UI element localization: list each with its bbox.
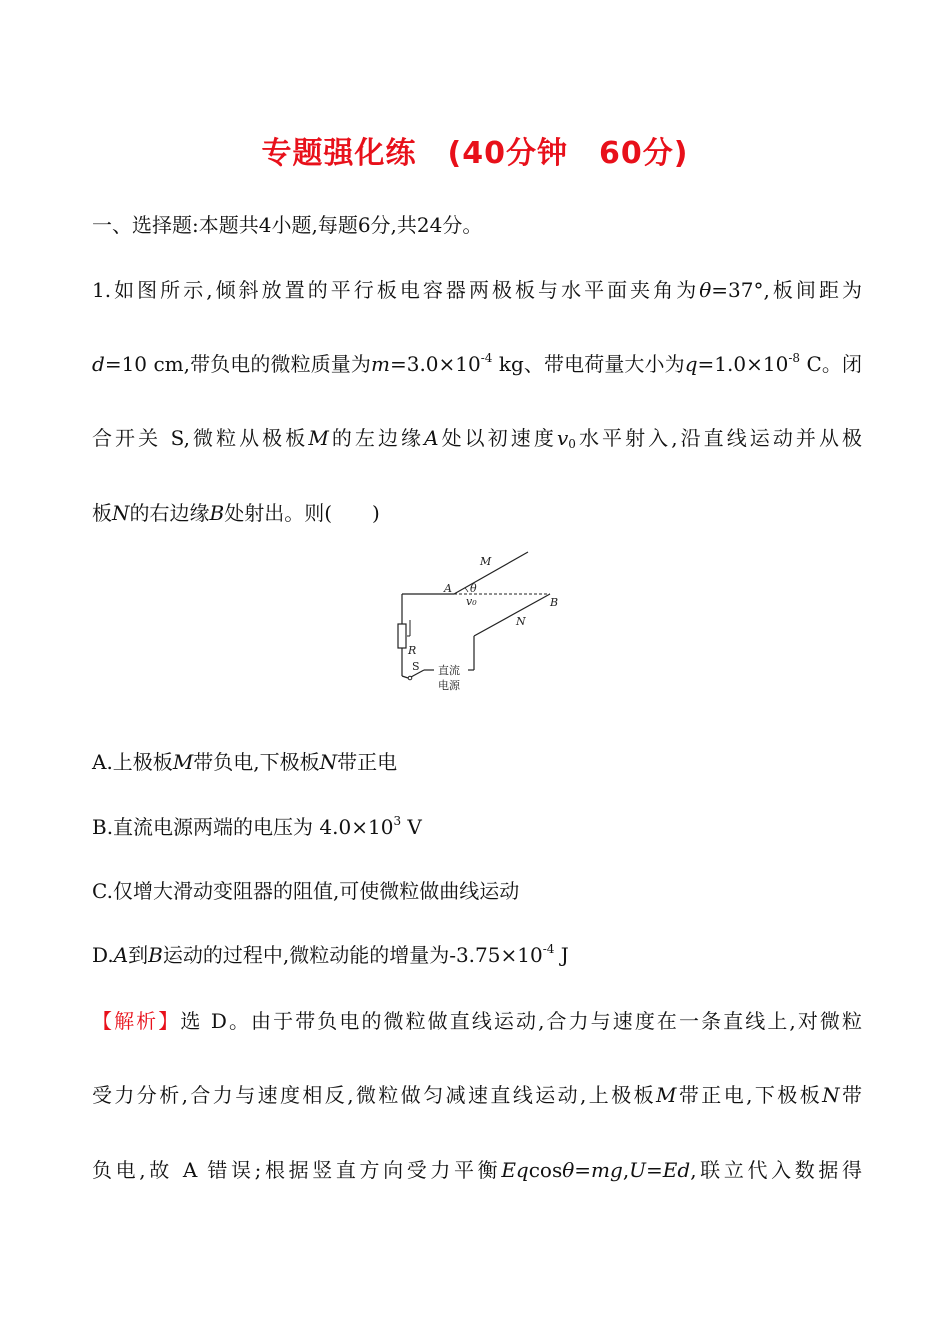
label-b: B bbox=[550, 596, 559, 609]
plate-n-line bbox=[474, 594, 550, 636]
label-n: N bbox=[516, 615, 526, 628]
label-m: M bbox=[480, 555, 492, 568]
label-s: S bbox=[412, 660, 420, 673]
label-a: A bbox=[444, 582, 452, 595]
analysis-line-1: 【解析】选 D。由于带负电的微粒做直线运动,合力与速度在一条直线上,对微粒 bbox=[92, 1009, 863, 1033]
option-b: B.直流电源两端的电压为 $4.0\times 10^3$ V bbox=[92, 814, 422, 839]
label-theta: θ bbox=[470, 582, 477, 595]
capacitor-circuit-diagram bbox=[390, 548, 570, 698]
analysis-tag: 【解析】 bbox=[92, 1009, 181, 1033]
question-1-line-2: d=10 cm,带负电的微粒质量为$m=3.0\times 10^{-4}$ kg、带电荷量大小为$q=1.0\times 10^{-8}$ C。闭 bbox=[92, 351, 862, 376]
label-dc-source-2: 电源 bbox=[438, 679, 460, 692]
label-dc-source-1: 直流 bbox=[438, 664, 460, 677]
section-heading: 一、选择题:本题共4小题,每题6分,共24分。 bbox=[92, 213, 483, 237]
label-r: R bbox=[408, 644, 417, 657]
page-title: 专题强化练 (40分钟 60分) bbox=[261, 136, 689, 171]
analysis-line-2: 受力分析,合力与速度相反,微粒做匀减速直线运动,上极板M带正电,下极板N带 bbox=[92, 1083, 863, 1107]
question-1-line-3: 合开关 S,微粒从极板M的左边缘A处以初速度$v_0$水平射入,沿直线运动并从极 bbox=[92, 426, 863, 451]
wire-switch bbox=[402, 676, 408, 678]
rheostat-symbol bbox=[398, 624, 406, 648]
option-a: A.上极板M带负电,下极板N带正电 bbox=[92, 750, 398, 774]
question-1-line-1: 1.如图所示,倾斜放置的平行板电容器两极板与水平面夹角为θ=37°,板间距为 bbox=[92, 278, 862, 302]
option-d: D.A到B运动的过程中,微粒动能的增量为$-3.75\times 10^{-4}$ J bbox=[92, 942, 569, 967]
analysis-line-3: 负电,故 A 错误;根据竖直方向受力平衡Eqcosθ=mg,U=Ed,联立代入数据得 bbox=[92, 1158, 862, 1182]
theta-arc bbox=[465, 588, 468, 592]
label-v0: v₀ bbox=[466, 595, 477, 608]
question-1-line-4: 板N的右边缘B处射出。则( ) bbox=[92, 501, 380, 525]
option-c: C.仅增大滑动变阻器的阻值,可使微粒做曲线运动 bbox=[92, 879, 520, 903]
